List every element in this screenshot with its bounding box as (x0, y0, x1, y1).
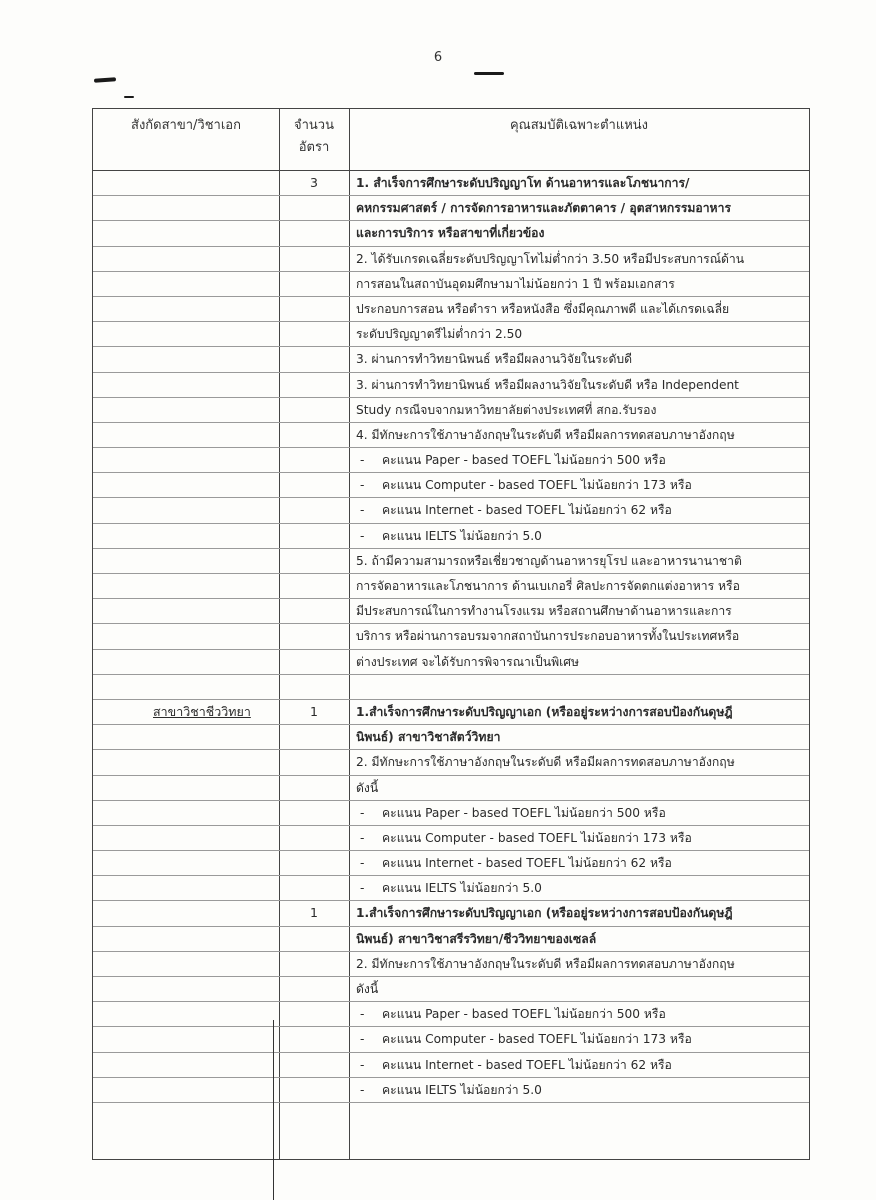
row-qualification-text: คะแนน Computer - based TOEFL ไม่น้อยกว่า 173 หรือ (382, 1032, 692, 1047)
row-count: 1 (310, 905, 318, 921)
row-dept (93, 977, 279, 1001)
row-qualification (356, 1002, 805, 1026)
row-dept (93, 423, 279, 447)
row-count (279, 927, 349, 951)
row-dept (93, 196, 279, 220)
table-row (93, 801, 809, 826)
table-row (93, 750, 809, 775)
row-qualification-text: คะแนน Internet - based TOEFL ไม่น้อยกว่า 62 หรือ (382, 856, 672, 871)
row-dept (93, 473, 279, 497)
row-qualification-text: คะแนน IELTS ไม่น้อยกว่า 5.0 (382, 528, 542, 543)
row-dept (93, 927, 279, 951)
row-dept (93, 322, 279, 346)
row-count (279, 373, 349, 397)
row-dept (93, 826, 279, 850)
row-count (279, 599, 349, 623)
table-row (93, 851, 809, 876)
row-qualification: Study กรณีจบจากมหาวิทยาลัยต่างประเทศที่ สกอ.รับรอง (356, 402, 657, 417)
row-qualification-text: คะแนน Computer - based TOEFL ไม่น้อยกว่า 173 หรือ (382, 478, 692, 493)
scan-mark (94, 77, 116, 83)
row-count (279, 801, 349, 825)
row-dept (93, 750, 279, 774)
table-row (93, 448, 809, 473)
row-count (279, 524, 349, 548)
scan-mark (474, 72, 504, 75)
row-qualification: 4. มีทักษะการใช้ภาษาอังกฤษในระดับดี หรือมีผลการทดสอบภาษาอังกฤษ (356, 427, 735, 442)
row-qualification (356, 801, 805, 825)
header-count-line1: จำนวน (294, 118, 334, 133)
row-qualification: 2. มีทักษะการใช้ภาษาอังกฤษในระดับดี หรือมีผลการทดสอบภาษาอังกฤษ (356, 755, 735, 770)
row-dept (93, 1078, 279, 1102)
bullet-dash: - (360, 478, 365, 493)
row-dept (93, 801, 279, 825)
row-dept (93, 221, 279, 245)
row-dept (93, 876, 279, 900)
row-dept (93, 675, 279, 699)
row-qualification (356, 1078, 805, 1102)
row-dept (93, 776, 279, 800)
table-row (93, 977, 809, 1002)
row-qualification: 5. ถ้ามีความสามารถหรือเชี่ยวชาญด้านอาหารยุโรป และอาหารนานาชาติ (356, 553, 742, 568)
row-qualification: ระดับปริญญาตรีไม่ต่ำกว่า 2.50 (356, 327, 523, 342)
row-count (279, 247, 349, 271)
table-row (93, 1078, 809, 1103)
row-qualification (356, 473, 805, 497)
row-count (279, 473, 349, 497)
row-dept (93, 247, 279, 271)
table-row (93, 272, 809, 297)
table-row (93, 599, 809, 624)
row-qualification: 3. ผ่านการทำวิทยานิพนธ์ หรือมีผลงานวิจัยในระดับดี (356, 352, 633, 367)
row-count (279, 398, 349, 422)
row-count (279, 1002, 349, 1026)
row-qualification (356, 851, 805, 875)
row-dept (93, 498, 279, 522)
table-row (93, 347, 809, 372)
table-row (93, 171, 809, 196)
table-header (93, 109, 809, 171)
header-count-line2: อัตรา (298, 140, 330, 155)
row-count (279, 423, 349, 447)
table-row (93, 650, 809, 675)
row-count (279, 776, 349, 800)
table-row (93, 725, 809, 750)
bullet-dash: - (360, 503, 365, 518)
table-row (93, 927, 809, 952)
row-dept (93, 373, 279, 397)
scan-mark (124, 96, 134, 98)
table-row (93, 498, 809, 523)
row-count (279, 196, 349, 220)
table-row (93, 876, 809, 901)
row-qualification (356, 826, 805, 850)
header-dept: สังกัดสาขา/วิชาเอก (131, 118, 241, 133)
row-qualification: 2. มีทักษะการใช้ภาษาอังกฤษในระดับดี หรือมีผลการทดสอบภาษาอังกฤษ (356, 956, 735, 971)
table-row (93, 952, 809, 977)
row-qualification: บริการ หรือผ่านการอบรมจากสถาบันการประกอบอาหารทั้งในประเทศหรือ (356, 629, 740, 644)
row-dept (93, 448, 279, 472)
row-qualification: นิพนธ์) สาขาวิชาสัตว์วิทยา (356, 730, 501, 745)
table-row (93, 549, 809, 574)
bullet-dash: - (360, 1082, 365, 1097)
table-row (93, 574, 809, 599)
row-qualification-text: คะแนน Paper - based TOEFL ไม่น้อยกว่า 500 หรือ (382, 1007, 666, 1022)
row-dept (93, 599, 279, 623)
table-row (93, 221, 809, 246)
table-row (93, 1002, 809, 1027)
row-count (279, 725, 349, 749)
row-count (279, 675, 349, 699)
bullet-dash: - (360, 805, 365, 820)
table-row (93, 297, 809, 322)
table-row (93, 1053, 809, 1078)
row-dept (93, 1002, 279, 1026)
row-dept: สาขาวิชาชีววิทยา (153, 703, 251, 719)
row-dept (93, 1053, 279, 1077)
row-count (279, 977, 349, 1001)
row-count (279, 851, 349, 875)
header-count (279, 115, 349, 159)
table-row (93, 322, 809, 347)
row-qualification (356, 448, 805, 472)
row-dept (93, 952, 279, 976)
row-dept (93, 171, 279, 195)
table-row (93, 398, 809, 423)
table-row (93, 373, 809, 398)
row-count (279, 574, 349, 598)
row-qualification: การสอนในสถาบันอุดมศึกษามาไม่น้อยกว่า 1 ปี พร้อมเอกสาร (356, 276, 675, 291)
header-qualification: คุณสมบัติเฉพาะตำแหน่ง (509, 118, 649, 133)
bullet-dash: - (360, 1007, 365, 1022)
row-dept (93, 347, 279, 371)
row-qualification: ดังนี้ (356, 982, 379, 996)
row-qualification (356, 675, 805, 699)
row-count (279, 1027, 349, 1051)
row-qualification: 2. ได้รับเกรดเฉลี่ยระดับปริญญาโทไม่ต่ำกว่า 3.50 หรือมีประสบการณ์ด้าน (356, 251, 745, 266)
row-count (279, 952, 349, 976)
row-dept (93, 650, 279, 674)
bullet-dash: - (360, 1057, 365, 1072)
margin-line (273, 1020, 274, 1200)
row-qualification (356, 498, 805, 522)
row-qualification-text: คะแนน Internet - based TOEFL ไม่น้อยกว่า 62 หรือ (382, 503, 672, 518)
bullet-dash: - (360, 856, 365, 871)
page-number: 6 (433, 50, 443, 65)
row-qualification: 1.สำเร็จการศึกษาระดับปริญญาเอก (หรืออยู่ระหว่างการสอบป้องกันดุษฎี (356, 704, 733, 719)
table-body (93, 171, 809, 1103)
row-qualification: การจัดอาหารและโภชนาการ ด้านเบเกอรี่ ศิลปะการจัดตกแต่งอาหาร หรือ (356, 579, 740, 593)
row-qualification: 3. ผ่านการทำวิทยานิพนธ์ หรือมีผลงานวิจัยในระดับดี หรือ Independent (356, 377, 739, 392)
table-row (93, 1027, 809, 1052)
table-row (93, 423, 809, 448)
table-row (93, 826, 809, 851)
row-count (279, 448, 349, 472)
qualification-table (92, 108, 810, 1160)
row-qualification: คหกรรมศาสตร์ / การจัดการอาหารและภัตตาคาร / อุตสาหกรรมอาหาร (356, 201, 731, 216)
row-dept (93, 851, 279, 875)
row-count (279, 272, 349, 296)
row-count (279, 322, 349, 346)
row-count (279, 650, 349, 674)
row-qualification: นิพนธ์) สาขาวิชาสรีรวิทยา/ชีววิทยาของเซลล์ (356, 931, 597, 946)
table-row (93, 624, 809, 649)
bullet-dash: - (360, 881, 365, 896)
row-qualification: 1. สำเร็จการศึกษาระดับปริญญาโท ด้านอาหารและโภชนาการ/ (356, 176, 690, 190)
row-dept (93, 297, 279, 321)
row-count (279, 549, 349, 573)
row-dept (93, 624, 279, 648)
table-row (93, 196, 809, 221)
table-row (93, 524, 809, 549)
row-count (279, 750, 349, 774)
row-qualification-text: คะแนน Computer - based TOEFL ไม่น้อยกว่า 173 หรือ (382, 830, 692, 845)
row-qualification (356, 1053, 805, 1077)
bullet-dash: - (360, 453, 365, 468)
row-dept (93, 398, 279, 422)
row-dept (93, 725, 279, 749)
row-count (279, 624, 349, 648)
bullet-dash: - (360, 1032, 365, 1047)
row-dept (93, 1027, 279, 1051)
row-qualification (356, 876, 805, 900)
row-qualification-text: คะแนน Internet - based TOEFL ไม่น้อยกว่า 62 หรือ (382, 1057, 672, 1072)
row-qualification: ดังนี้ (356, 780, 379, 795)
row-qualification-text: คะแนน IELTS ไม่น้อยกว่า 5.0 (382, 881, 542, 896)
row-qualification: และการบริการ หรือสาขาที่เกี่ยวข้อง (356, 226, 545, 241)
row-qualification-text: คะแนน Paper - based TOEFL ไม่น้อยกว่า 500 หรือ (382, 453, 666, 468)
bullet-dash: - (360, 830, 365, 845)
row-qualification: มีประสบการณ์ในการทำงานโรงแรม หรือสถานศึกษาด้านอาหารและการ (356, 604, 732, 619)
table-row (93, 700, 809, 725)
row-qualification: ประกอบการสอน หรือตำรา หรือหนังสือ ซึ่งมีคุณภาพดี และได้เกรดเฉลี่ย (356, 301, 730, 316)
row-count (279, 1053, 349, 1077)
row-count (279, 826, 349, 850)
row-qualification-text: คะแนน IELTS ไม่น้อยกว่า 5.0 (382, 1082, 542, 1097)
row-dept (93, 549, 279, 573)
bullet-dash: - (360, 528, 365, 543)
row-count: 3 (310, 175, 318, 190)
row-count: 1 (310, 703, 318, 719)
row-qualification (356, 524, 805, 548)
table-row (93, 675, 809, 700)
row-dept (93, 574, 279, 598)
row-qualification: ต่างประเทศ จะได้รับการพิจารณาเป็นพิเศษ (356, 654, 580, 669)
table-row (93, 776, 809, 801)
row-count (279, 498, 349, 522)
row-count (279, 1078, 349, 1102)
row-count (279, 297, 349, 321)
row-dept (93, 272, 279, 296)
row-count (279, 221, 349, 245)
table-row (93, 247, 809, 272)
table-row (93, 473, 809, 498)
row-qualification: 1.สำเร็จการศึกษาระดับปริญญาเอก (หรืออยู่ระหว่างการสอบป้องกันดุษฎี (356, 906, 733, 921)
table-row (93, 901, 809, 926)
row-dept (93, 901, 279, 925)
row-count (279, 876, 349, 900)
row-qualification-text: คะแนน Paper - based TOEFL ไม่น้อยกว่า 500 หรือ (382, 805, 666, 820)
row-qualification (356, 1027, 805, 1051)
row-dept (93, 524, 279, 548)
row-count (279, 347, 349, 371)
